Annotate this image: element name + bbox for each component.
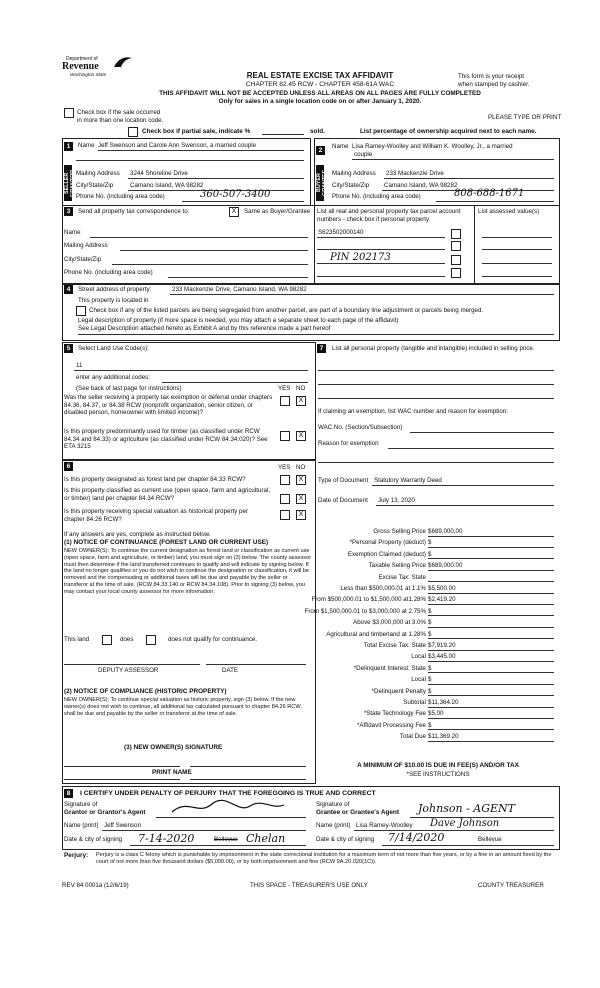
section-6-number: 6 [64,462,73,471]
doc-type[interactable]: Statutory Warranty Deed [374,477,442,484]
street-line [170,294,554,295]
tax-row-value[interactable] [428,574,554,583]
doc-type-line [372,485,554,486]
buyer-name-label: Name [332,143,349,150]
assessed-line-2 [482,249,552,250]
s5-question-1: Was the seller receiving a property tax exemption or deferral under chapters 84.36, 84.37, or 84.38 RCW (nonprofit organization, senior citizen, or disabled person, homeowner with limited income)? [64,394,273,416]
print-name-line-2[interactable] [190,779,306,780]
grantor-date-label: Date & city of signing [64,836,123,843]
tax-row-label: *Affidavit Processing Fee [356,721,426,729]
parcel-line-4 [317,276,445,277]
property-located: This property is located in [78,297,149,304]
buyer-phone[interactable]: 808-688-1671 [454,188,525,199]
land-does-checkbox[interactable] [102,635,112,645]
reason-line[interactable] [388,448,554,449]
segregated-label: Check box if any of the listed parcels are being segregated from another parcel, are part of a boundary line adjustment or parcels being merged. [89,307,484,314]
seller-city-label: City/State/Zip [76,182,114,189]
personal-property-checkbox-4[interactable] [451,268,461,278]
tax-row-label: Taxable Selling Price [368,562,426,570]
land-use-label: Select Land Use Code(s): [78,345,149,352]
list-percentage: List percentage of ownership acquired next to each name. [360,128,537,135]
personal-property-checkbox-3[interactable] [451,255,461,265]
tax-row-label: Local [411,653,426,661]
s5-yes-header: YES [278,385,291,392]
revenue-logo-icon [112,55,134,69]
s6-no-header: NO [296,464,306,471]
land-does-label: does [120,636,134,643]
dept-line1: Department of [66,56,98,62]
deputy-assessor-line[interactable] [64,664,200,665]
s6-q2-no-checkbox[interactable]: X [296,494,306,504]
grantee-date-label: Date & city of signing [316,836,375,843]
seller-name[interactable]: Jeff Swenson and Carole Ann Swenson, a married couple [98,142,257,149]
treasurer-space: THIS SPACE - TREASURER'S USE ONLY [250,882,368,889]
parcel-header: List all real and personal property tax parcel account numbers - check box if personal property [317,208,461,223]
buyer-phone-line [436,201,554,202]
personal-property-list-label: List all personal property (tangible and intangible) included in selling price. [332,345,535,352]
land-use-line [74,370,308,371]
s5-q2-no-checkbox[interactable]: X [296,431,306,441]
section-8-number: 8 [64,789,73,798]
minimum-fee-note: A MINIMUM OF $10.00 IS DUE IN FEE(S) AND/OR TAX [357,762,519,769]
grantor-name[interactable]: Jeff Swenson [104,822,142,829]
tax-row-label: Total Due [399,733,426,741]
multi-location-label-1: Check box if the sale occurred [77,109,161,116]
please-type: PLEASE TYPE OR PRINT [488,114,562,121]
tax-row-value[interactable]: $ [428,619,554,628]
dept-line2: Revenue [62,61,99,72]
s6-question-1: Is this property designated as forest land per chapter 84.33 RCW? [64,476,246,483]
partial-sale-checkbox[interactable] [128,127,138,137]
tax-row-value[interactable]: $ [428,608,554,617]
tax-row-label: Gross Selling Price [373,528,426,535]
section-2-number: 2 [316,146,325,155]
tax-row-label: *Delinquent Penalty [371,687,426,695]
tax-row-label: Above $3,000,000 at 3.0% [353,619,426,627]
section-4-number: 4 [64,285,73,294]
tax-row-label: Exemption Claimed (deduct) [347,550,426,558]
grantor-date-line [130,845,306,846]
parcel-line-1 [317,237,445,238]
tax-row-value[interactable]: $11,369.20 [428,733,554,742]
multi-location-checkbox[interactable] [64,108,74,118]
s6-yes-header: YES [278,464,291,471]
s6-q3-yes-checkbox[interactable] [280,510,290,520]
seller-mailing[interactable]: 3244 Shoreline Drive [130,170,188,177]
correspondence-city-line[interactable] [112,264,308,265]
personal-property-checkbox-2[interactable] [451,241,461,251]
warning-text: THIS AFFIDAVIT WILL NOT BE ACCEPTED UNLESS ALL AREAS ON ALL PAGES ARE FULLY COMPLETED [159,90,481,97]
parcel-number[interactable]: S623502000140 [318,229,364,236]
same-as-buyer-label: Same as Buyer/Grantee [244,208,311,215]
section-1-number: 1 [64,142,73,151]
tax-row-value[interactable]: $ [428,665,554,674]
grantee-name-handwritten: Dave Johnson [430,818,500,829]
tax-row-label: *State Technology Fee [363,710,426,718]
assessed-divider [474,205,475,283]
correspondence-city-label: City/State/Zip [64,256,102,263]
partial-sale-label: Check box if partial sale, indicate % [142,128,251,135]
receipt-note-2: when stamped by cashier. [458,81,530,88]
tax-row-value[interactable]: $ [428,631,554,640]
sold-label: sold. [310,128,325,135]
deputy-assessor-label: DEPUTY ASSESSOR [98,667,159,674]
seller-name-label: Name [78,142,95,149]
segregated-checkbox[interactable] [76,306,86,316]
grantor-name-label: Name (print) [64,822,99,829]
new-owner-sig-line-1[interactable] [64,766,180,767]
perjury-text: Perjury is a class C felony which is punishable by imprisonment in the state correctional institution for a maximum term of not more than five years, or by a fine in an amount fixed by the court of not more than five thousand dollars ($5,000.00), or by both imprisonment and fine (RCW 9A.20.020(1C)). [96,852,552,865]
s5-no-header: NO [296,385,306,392]
grantee-city[interactable]: Bellevue [478,836,502,843]
s6-question-2: Is this property classified as current use (open space, farm and agricultural, or timber) land per chapter 84.34 RCW? [64,487,271,502]
grantor-date[interactable]: 7-14-2020 [138,832,195,845]
section-3-divider [314,205,315,283]
wac-label: WAC No. (Section/Subsection) [318,424,403,431]
section-3-number: 3 [64,207,73,216]
tax-row-value[interactable]: $2,419.20 [428,596,554,605]
pin-handwritten: PIN 202173 [330,252,391,263]
doc-date-line [376,505,554,506]
county-treasurer: COUNTY TREASURER [478,882,544,889]
s6-q1-no-checkbox[interactable]: X [296,475,306,485]
warning-text-2: Only for sales in a single location code on or after January 1, 2020. [218,98,422,105]
grantee-signature[interactable]: Johnson - AGENT [418,802,515,815]
tax-row-value[interactable]: $5,500.00 [428,585,554,594]
tax-row-label: Agricultural and timberland at 1.28% [326,630,426,638]
see-legal-description[interactable]: See Legal Description attached hereto as Exhibit A and by this reference made a part hereof [78,325,331,332]
grantee-date-line [382,845,554,846]
s5-question-2: Is this property predominantly used for timber (as classified under RCW 84.34 and 84.33) or agriculture (as classified under RCW 84.34.020)? See ETA 3215 [64,428,268,450]
receipt-note-1: This form is your receipt [458,73,525,80]
tax-row-label: From $1,500,000.01 to $3,000,000 at 2.75% [304,607,426,615]
perjury-label: Perjury: [64,852,89,859]
buyer-mailing[interactable]: 233 Mackenzie Drive [386,170,444,177]
new-owner-sig-line-2[interactable] [190,766,306,767]
tax-row-label: *Personal Property (deduct) [349,539,426,547]
reason-line-2[interactable] [318,462,554,463]
buyer-city[interactable]: Camano Island, WA 98282 [384,182,458,189]
seller-name-line [98,150,304,151]
section-7-number: 7 [317,344,326,353]
grantee-date[interactable]: 7/14/2020 [388,831,445,844]
grantor-name-line [102,830,306,831]
assessor-date-label: DATE [222,667,239,674]
buyer-city-label: City/State/Zip [332,182,370,189]
correspondence-mailing-line[interactable] [120,250,308,251]
legal-description-label: Legal description of property (if more space is needed, you may attach a separate sheet to each page of the affidavit) [78,317,399,324]
tax-row-label: Less than $500,000.01 at 1.1% [340,585,426,592]
tax-row-value[interactable]: $3,445.00 [428,653,554,662]
tax-row-value[interactable]: $ [428,676,554,685]
tax-row-value[interactable]: $ [428,551,554,560]
continuance-text: NEW OWNER(S): To continue the current designation as forest land or classification as current use (open space, farm and agriculture, or timber) land, you must sign on (3) below. The county assessor must then determine if the land transferred continues to qualify and will indicate by signing below. If the land no longer qualifies or you do not wish to continue the designation or classification, it will be removed and the compensating or additional taxes will be due and payable by the seller or transferor at the time of sale. (RCW 84.33.140 or RCW 84.34.108). Prior to signing (3) below, you may contact your local county assessor for more information. [64,548,312,595]
s6-q2-yes-checkbox[interactable] [280,494,290,504]
tax-row-label: Local [411,676,426,684]
seller-city[interactable]: Camano Island, WA 98282 [130,182,204,189]
reason-label: Reason for exemption [318,440,379,447]
additional-codes-line[interactable] [162,382,308,383]
section-5-number: 5 [64,344,73,353]
seller-mailing-label: Mailing Address [76,170,120,177]
send-correspondence-label: Send all property tax correspondence to: [78,208,190,215]
s5-q1-no-checkbox[interactable]: X [296,396,306,406]
correspondence-phone-line[interactable] [168,277,308,278]
correspondence-phone-label: Phone No. (including area code) [64,269,153,276]
exemption-label: If claiming an exemption, list WAC number and reason for exemption: [318,408,508,415]
buyer-mailing-label: Mailing Address [332,170,376,177]
print-name-line-1[interactable] [64,779,180,780]
grantor-city[interactable]: Chelan [246,832,286,845]
street-address[interactable]: 233 Mackenzie Drive, Camano Island, WA 98282 [172,286,307,293]
seller-side-label: SELLER GRANTOR [64,165,72,201]
s5-q1-yes-checkbox[interactable] [280,396,290,406]
form-revision: REV 84 0001a (12/6/19) [62,882,129,889]
assessed-header: List assessed value(s) [478,208,540,215]
correspondence-name-label: Name [64,229,81,236]
tax-row-value[interactable]: $5.00 [428,710,554,719]
compliance-text: NEW OWNER(S): To continue special valuation as historic property, sign (3) below. If the new owner(s) does not wish to continue, all additional tax calculated pursuant to chapter 84.26 RCW, shall be due and payable by the seller or transferor at the time of sale. [64,697,302,717]
certify-statement: I CERTIFY UNDER PENALTY OF PERJURY THAT THE FOREGOING IS TRUE AND CORRECT [80,790,376,797]
compliance-title: (2) NOTICE OF COMPLIANCE (HISTORIC PROPERTY) [64,688,227,695]
land-does-not-label: does not qualify for continuance. [168,636,258,643]
seller-phone-label: Phone No. (including area code) [76,193,165,200]
grantor-city-struck: Bellevue [214,836,238,843]
buyer-name-2[interactable]: couple [354,151,373,158]
tax-row-value[interactable]: $11,364.20 [428,699,554,708]
tax-row-value[interactable]: $689,000.00 [428,562,554,571]
legal-line [78,334,554,335]
multi-location-label-2: in more than one location code. [77,117,164,124]
grantee-name-line [354,830,554,831]
tax-row-value[interactable]: $ [428,539,554,548]
tax-row-value[interactable]: $689,000.00 [428,528,554,537]
tax-row-label: *Delinquent Interest: State [353,664,426,672]
correspondence-name-line[interactable] [90,237,308,238]
grantor-sig-label-1: Signature of [64,801,98,808]
s5-q2-yes-checkbox[interactable] [280,431,290,441]
grantee-name[interactable]: Lisa Ramey-Woolley [356,822,413,829]
additional-codes-label: enter any additional codes: [76,374,150,381]
buyer-name[interactable]: Lisa Ramey-Woolley and William K. Woolley, Jr., a married [352,143,513,150]
seller-phone-line [182,201,304,202]
tax-row-label: Subtotal [403,699,426,706]
street-address-label: Street address of property: [78,286,152,293]
grantee-sig-label-2: Grantee or Grantee's Agent [316,809,399,816]
personal-property-checkbox-1[interactable] [451,229,461,239]
parcel-line-2 [317,249,445,250]
buyer-name-line [352,159,554,160]
tax-row-label: From $500,000.01 to $1,500,000 at1.28% [311,596,426,604]
grantee-name-label: Name (print) [316,822,351,829]
form-title: REAL ESTATE EXCISE TAX AFFIDAVIT [246,71,394,80]
this-land-label: This land [64,636,90,643]
grantor-sig-line [156,817,306,818]
tax-row-value[interactable]: $7,919.20 [428,642,554,651]
parcel-line-3 [317,263,445,264]
assessed-line-4 [482,276,552,277]
land-use-code[interactable]: 11 [76,362,83,369]
personal-property-line-1[interactable] [318,370,554,371]
buyer-side-label: BUYER GRANTEE [316,165,324,201]
buyer-phone-label: Phone No. (including area code) [332,193,421,200]
revenue-logo [62,55,142,81]
dept-line3: Washington State [70,72,107,77]
personal-property-line-3[interactable] [318,398,554,399]
print-name-label: PRINT NAME [152,769,192,776]
see-instructions: *SEE INSTRUCTIONS [406,771,470,778]
same-as-buyer-checkbox[interactable]: X [229,207,239,217]
s6-question-3: Is this property receiving special valuation as historical property per chapter 84.26 RCW? [64,508,248,523]
complete-instructions: If any answers are yes, complete as instructed below. [64,531,211,538]
doc-type-label: Type of Document [318,477,369,484]
s6-q1-yes-checkbox[interactable] [280,475,290,485]
assessed-line-1 [482,237,552,238]
land-does-not-checkbox[interactable] [146,635,156,645]
continuance-title: (1) NOTICE OF CONTINUANCE (FOREST LAND OR CURRENT USE) [64,539,269,546]
seller-name-line-2 [76,160,304,161]
form-subtitle: CHAPTER 82.45 RCW - CHAPTER 458-61A WAC [245,81,395,88]
s6-q3-no-checkbox[interactable]: X [296,510,306,520]
correspondence-mailing-label: Mailing Address [64,242,108,249]
tax-row-label: Total Excise Tax: State [363,642,426,649]
see-back-label: (See back of last page for instructions) [76,385,182,392]
assessed-line-3 [482,263,552,264]
new-owner-signature-label: (3) NEW OWNER(S) SIGNATURE [124,744,223,751]
seller-phone[interactable]: 360-507-3400 [200,189,271,200]
partial-sale-pct-line[interactable] [262,134,304,135]
wac-line[interactable] [410,432,554,433]
personal-property-line-2[interactable] [318,384,554,385]
tax-row-label: Excise Tax: State [378,573,426,581]
grantor-signature[interactable] [168,796,288,818]
seller-mailing-line [128,178,304,179]
tax-row-value[interactable]: $ [428,688,554,697]
buyer-mailing-line [384,178,554,179]
grantee-sig-label-1: Signature of [316,801,350,808]
grantor-sig-label-2: Grantor or Grantor's Agent [64,809,146,816]
doc-date[interactable]: July 13, 2020 [378,497,415,504]
doc-date-label: Date of Document [318,497,368,504]
tax-row-value[interactable]: $ [428,722,554,731]
